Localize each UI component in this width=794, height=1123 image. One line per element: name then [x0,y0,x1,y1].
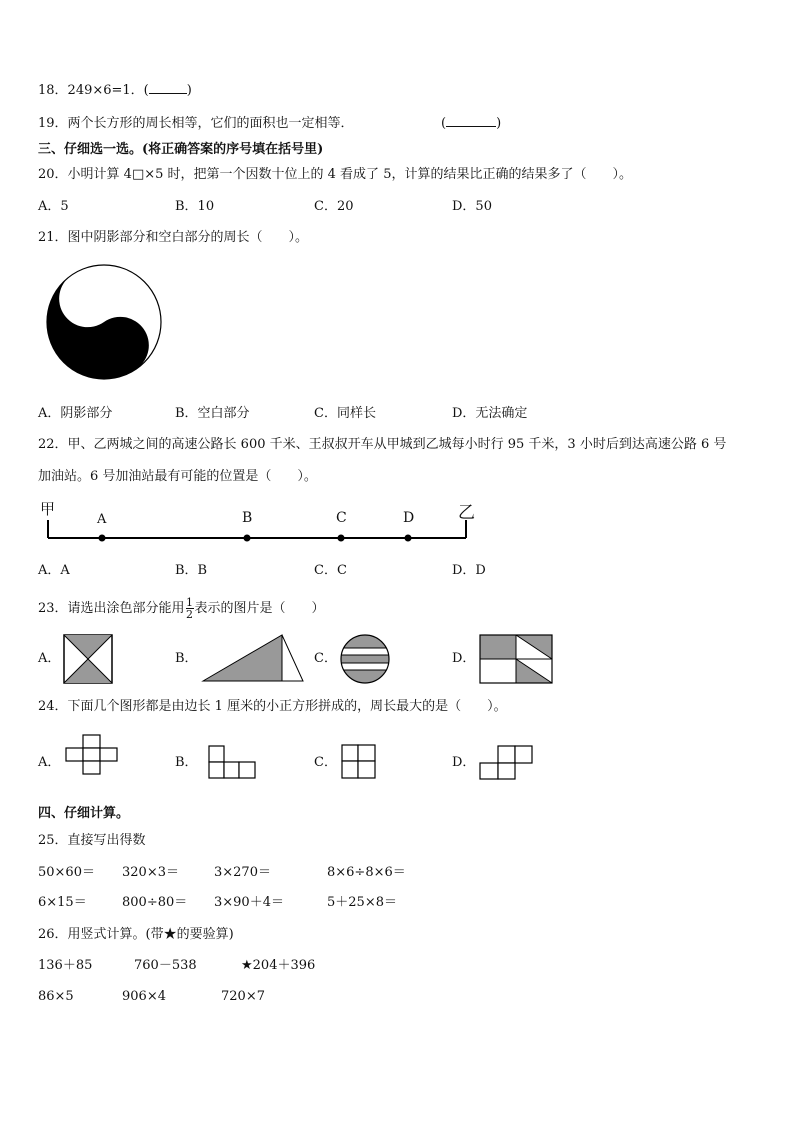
option-a[interactable]: A． [38,651,61,666]
city-yi-label: 乙 [458,503,475,523]
option-c[interactable]: C．同样长 [314,406,376,421]
figure-a-square[interactable] [63,634,113,684]
calc-item: 320×3＝ [122,865,179,880]
question-21-text: 21．图中阴影部分和空白部分的周长（ ）。 [38,230,309,245]
question-23-text-after: 表示的图片是（ ） [194,601,325,616]
question-26-text: 26．用竖式计算。(带★的要验算) [38,927,234,942]
answer-blank[interactable] [149,93,187,94]
question-19-text: 19．两个长方形的周长相等，它们的面积也一定相等． [38,116,354,131]
route-map [38,498,478,546]
calc-item: 8×6÷8×6＝ [327,865,406,880]
option-d[interactable]: D． [452,651,476,666]
option-c[interactable]: C． [314,755,337,770]
figure-c-square[interactable] [341,744,377,780]
paren-close: ) [186,83,192,98]
point-b-label: B [242,510,253,526]
calc-item: 720×7 [221,989,265,1004]
calc-item: 136＋85 [38,958,93,973]
question-24-text: 24．下面几个图形都是由边长 1 厘米的小正方形拼成的，周长最大的是（ ）。 [38,699,507,714]
point-d-dot [405,535,412,542]
calc-item: 86×5 [38,989,74,1004]
taiji-figure [46,264,162,380]
section-4-heading: 四、仔细计算。 [38,806,130,821]
question-25-text: 25．直接写出得数 [38,833,146,848]
question-20-text: 20．小明计算 4□×5 时，把第一个因数十位上的 4 看成了 5，计算的结果比正确的结果多了（ ）。 [38,167,632,182]
fraction-numerator: 1 [186,596,194,609]
figure-b-l-shape[interactable] [208,745,258,779]
question-23-text-before: 23．请选出涂色部分能用 [38,601,185,616]
calc-item: 3×270＝ [214,865,271,880]
option-b[interactable]: B． [175,755,198,770]
question-18-text: 18．249×6=1．( [38,83,149,98]
point-d-label: D [403,510,415,526]
calc-item: 800÷80＝ [122,895,188,910]
paren-close: ) [496,116,502,131]
option-d[interactable]: D． [452,755,476,770]
option-a[interactable]: A．A [38,563,70,578]
question-18 [38,82,192,100]
city-jia-label: 甲 [40,500,56,518]
figure-b-triangle[interactable] [201,633,305,683]
option-b[interactable]: B． [175,651,198,666]
fraction-one-half [186,597,194,620]
calc-item: 50×60＝ [38,865,95,880]
calc-item: 3×90＋4＝ [214,895,284,910]
calc-item: 906×4 [122,989,166,1004]
calc-item: 6×15＝ [38,895,87,910]
question-19-answer [441,115,501,133]
answer-blank[interactable] [446,126,496,127]
point-b-dot [244,535,251,542]
option-a[interactable]: A． [38,755,61,770]
option-c[interactable]: C．C [314,563,347,578]
question-19 [38,115,354,133]
figure-d-s-shape[interactable] [479,745,535,781]
option-c[interactable]: C． [314,651,337,666]
figure-d-rectangle[interactable] [479,634,553,684]
calc-item: 760－538 [134,958,197,973]
question-22-line1: 22．甲、乙两城之间的高速公路长 600 千米、王叔叔开车从甲城到乙城每小时行 95 千米，3 小时后到达高速公路 6 号 [38,437,727,452]
paren-open: ( [441,116,447,131]
option-a[interactable]: A．阴影部分 [38,406,113,421]
calc-item: ★204＋396 [241,958,316,973]
point-c-dot [338,535,345,542]
option-b[interactable]: B．空白部分 [175,406,250,421]
option-d[interactable]: D．无法确定 [452,406,528,421]
option-a[interactable]: A．5 [38,199,69,214]
question-22-line2: 加油站。6 号加油站最有可能的位置是（ ）。 [38,469,317,484]
question-23 [38,597,325,620]
point-c-label: C [336,510,347,526]
option-d[interactable]: D．D [452,563,486,578]
section-3-heading: 三、仔细选一选。(将正确答案的序号填在括号里) [38,142,324,157]
option-b[interactable]: B．10 [175,199,215,214]
point-a-dot [99,535,106,542]
fraction-denominator: 2 [186,608,194,621]
option-d[interactable]: D．50 [452,199,492,214]
option-b[interactable]: B．B [175,563,208,578]
figure-c-circle[interactable] [340,634,390,684]
point-a-label: A [97,512,107,527]
figure-a-cross[interactable] [65,734,119,776]
calc-item: 5＋25×8＝ [327,895,397,910]
option-c[interactable]: C．20 [314,199,354,214]
